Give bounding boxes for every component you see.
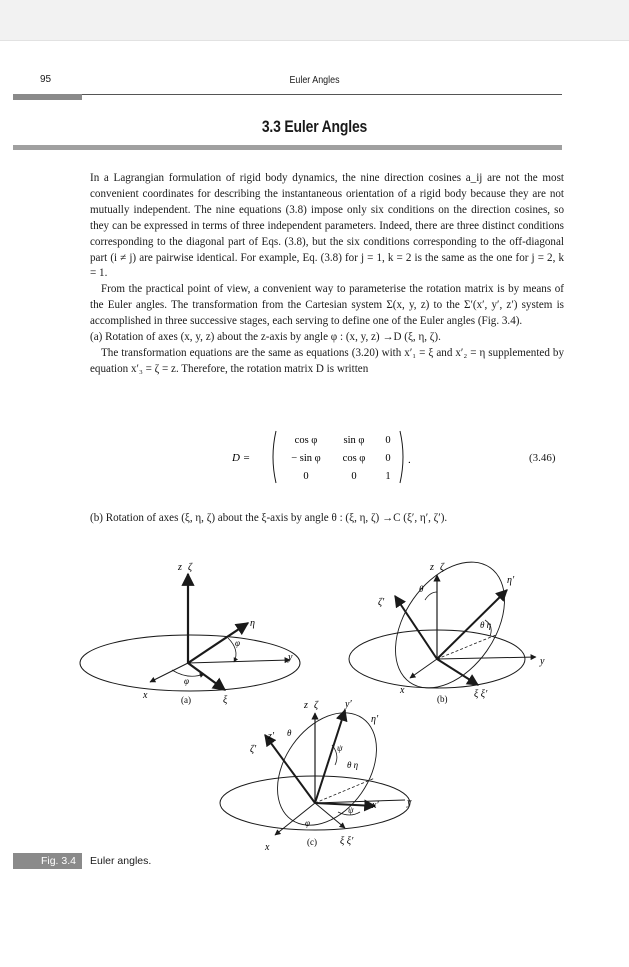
label-psi-xy: ψ (348, 805, 354, 815)
zeta-prime-axis (395, 596, 437, 659)
y-prime-axis (315, 710, 345, 803)
body-text (90, 171, 564, 378)
label-x-prime: x′ (372, 800, 379, 811)
panel-a (80, 562, 300, 706)
section-title: 3.3 Euler Angles (261, 117, 368, 136)
y-axis (188, 660, 290, 663)
label-zeta: ζ (440, 562, 445, 573)
label-y: y (540, 656, 545, 667)
label-theta: θ (287, 728, 292, 738)
matrix-cell: 0 (385, 453, 391, 464)
top-margin-strip (0, 0, 629, 40)
paragraph-4: The transformation equations are the same as equations (3.20) with x′₁ = ξ and x′₂ = η supplemented by equation x′₃ = ζ = z. Therefore, the rotation matrix D is written (90, 346, 564, 375)
panel-label-a: (a) (181, 695, 191, 705)
section-bar (13, 145, 562, 150)
figure-caption-label: Fig. 3.4 (13, 853, 82, 869)
header-bar (13, 94, 82, 100)
body-text-b (90, 511, 564, 527)
eta-axis (315, 778, 375, 803)
matrix-cell: 0 (351, 471, 357, 482)
panel-b (349, 542, 545, 708)
label-theta: θ (419, 584, 424, 594)
equation-lhs: D = (232, 452, 251, 464)
rotation-matrix-equation (232, 427, 412, 487)
label-x: x (400, 685, 405, 696)
running-head: Euler Angles (289, 74, 340, 86)
label-theta-eta: θ η (480, 620, 492, 630)
label-z: z (178, 562, 182, 573)
paragraph-2: From the practical point of view, a convenient way to parameterise the rotation matrix is by means of the Euler angles. The transformation from the Cartesian system Σ(x, y, z) to the Σ′(x′, y′, z′) system is accomplished in three successive stages, each serving to define one of the Euler angles (Fig. 3.4). (90, 283, 564, 328)
rotated-plane-ellipse (373, 542, 527, 708)
label-z: z (304, 700, 308, 711)
label-xi: ξ (223, 695, 228, 706)
x-prime-axis (315, 803, 375, 806)
label-phi: φ (184, 676, 189, 686)
label-eta-prime: η′ (507, 575, 515, 586)
matrix-cell: cos φ (294, 435, 318, 446)
eta-prime-axis (437, 590, 507, 659)
matrix-cell: − sin φ (291, 453, 321, 464)
label-psi: ψ (337, 743, 343, 753)
matrix-cell: 1 (385, 471, 391, 482)
matrix-cell: 0 (303, 471, 309, 482)
label-y: y (407, 797, 412, 808)
equation-number: (3.46) (529, 452, 556, 464)
figure-caption-text: Euler angles. (90, 855, 152, 867)
label-eta-prime: η′ (371, 714, 379, 725)
label-x: x (143, 690, 148, 701)
label-theta-eta: θ η (347, 760, 359, 770)
label-x: x (265, 842, 270, 850)
matrix-right-paren (400, 431, 403, 483)
matrix-cell: 0 (385, 435, 391, 446)
label-xi-pair: ξ ξ′ (340, 836, 354, 847)
page-number: 95 (40, 74, 52, 85)
top-margin-line (0, 40, 629, 41)
z-prime-axis (265, 735, 315, 803)
x-axis (150, 663, 188, 682)
label-eta: η (250, 618, 255, 629)
label-z-prime: z′ (268, 731, 275, 742)
label-y-prime: y′ (345, 699, 352, 710)
panel-label-b: (b) (437, 694, 448, 704)
xi-axis (437, 659, 478, 685)
y-axis (437, 657, 536, 659)
matrix-cell: sin φ (343, 435, 365, 446)
paragraph-5: (b) Rotation of axes (ξ, η, ζ) about the ξ-axis by angle θ : (ξ, η, ζ) →C (ξ′, η′, ζ′). (90, 512, 448, 524)
x-axis (410, 659, 437, 678)
matrix-left-paren (273, 431, 276, 483)
paragraph-3: (a) Rotation of axes (x, y, z) about the z-axis by angle φ : (x, y, z) →D (ξ, η, ζ). (90, 331, 441, 344)
label-zeta: ζ (314, 700, 319, 711)
label-phi: φ (305, 818, 310, 828)
label-xi-pair: ξ ξ′ (474, 689, 488, 700)
panel-label-c: (c) (307, 837, 317, 847)
equation-period: . (408, 454, 411, 466)
paragraph-1: In a Lagrangian formulation of rigid body dynamics, the nine direction cosines a_ij are not the most convenient coordinates for describing the instantaneous orientation of a rigid body because they are not mutually independent. The nine equations (3.8) impose only six conditions on the direction cosines, so they can be expressed in terms of three independent parameters. Indeed, there are three distinct conditions corresponding to the diagonal part of Eqs. (3.8), but the six conditions corresponding to the off-diagonal part (i ≠ j) are pairwise identical. For example, Eq. (3.8) for j = 1, k = 2 is the same as the one for j = 2, k = 1. (90, 172, 564, 280)
label-phi: φ (235, 638, 240, 648)
label-z: z (430, 562, 434, 573)
theta-arc (425, 592, 437, 600)
matrix-cell: cos φ (342, 453, 366, 464)
label-zeta-prime: ζ′ (250, 744, 257, 755)
panel-c (220, 694, 412, 850)
label-zeta-prime: ζ′ (378, 597, 385, 608)
label-zeta: ζ (188, 562, 193, 573)
header-rule (82, 94, 562, 95)
eta-axis (437, 635, 496, 659)
euler-angles-figure (0, 540, 629, 850)
label-y: y (288, 652, 293, 663)
y-axis (315, 800, 405, 803)
